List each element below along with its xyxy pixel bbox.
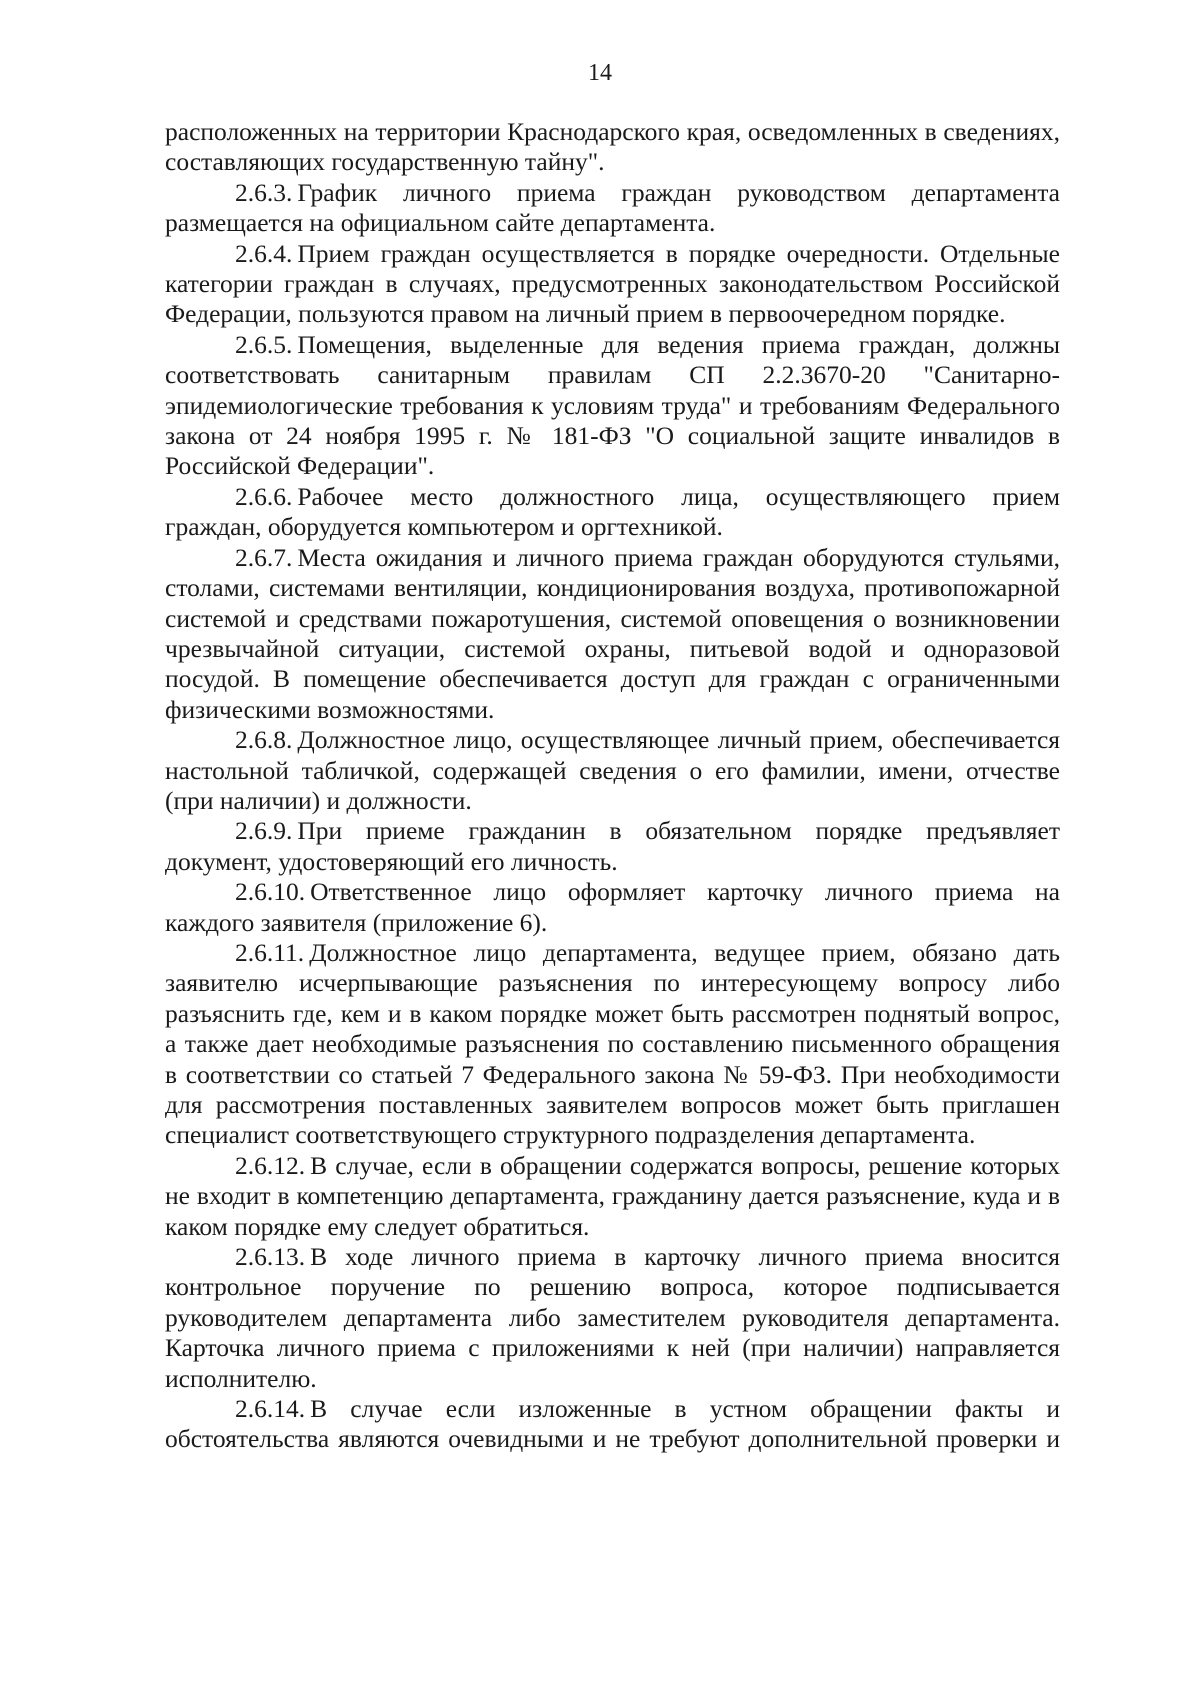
paragraph-2-6-3 [165, 178, 1060, 239]
paragraph-text: Ответственное лицо оформляет карточку личного приема на каждого заявителя (приложение 6). [165, 877, 1060, 937]
paragraph-2-6-10 [165, 877, 1060, 938]
paragraph-number: 2.6.14. [235, 1394, 306, 1424]
paragraph-number: 2.6.11. [235, 937, 305, 967]
paragraph-number: 2.6.9. [235, 816, 293, 846]
paragraph-continuation [165, 117, 1060, 178]
paragraph-number: 2.6.8. [235, 725, 293, 755]
paragraph-number: 2.6.3. [235, 177, 293, 207]
paragraph-text: График личного приема граждан руководством департамента размещается на официальном сайте департамента. [165, 177, 1060, 238]
paragraph-text: Должностное лицо, осуществляющее личный прием, обеспечивается настольной табличкой, содержащей сведения о его фамилии, имени, отчестве (при наличии) и должности. [165, 725, 1060, 815]
paragraph-2-6-9 [165, 816, 1060, 877]
paragraph-2-6-4 [165, 239, 1060, 330]
paragraph-text: Прием граждан осуществляется в порядке очередности. Отдельные категории граждан в случаях, предусмотренных законодательством Российской Федерации, пользуются правом на личный прием в первоочередном порядке. [165, 238, 1060, 329]
paragraph-2-6-8 [165, 725, 1060, 816]
paragraph-2-6-12 [165, 1151, 1060, 1242]
page-number: 14 [588, 60, 612, 86]
paragraph-number: 2.6.5. [235, 329, 293, 359]
paragraph-number: 2.6.4. [235, 238, 293, 268]
paragraph-number: 2.6.12. [235, 1150, 306, 1180]
paragraph-2-6-11 [165, 938, 1060, 1151]
paragraph-number: 2.6.6. [235, 481, 293, 511]
paragraph-text: В случае если изложенные в устном обращении факты и обстоятельства являются очевидными и не требуют дополнительной проверки и [165, 1394, 1060, 1454]
paragraph-text: Места ожидания и личного приема граждан оборудуются стульями, столами, системами вентиляции, кондиционирования воздуха, противопожарной системой и средствами пожаротушения, системой оповещения о возникновении чрезвычайной ситуации, системой охраны, питьевой водой и одноразовой посудой. В помещение обеспечивается доступ для граждан с ограниченными физическими возможностями. [165, 542, 1060, 724]
paragraph-number: 2.6.7. [235, 542, 293, 572]
paragraph-number: 2.6.13. [235, 1242, 306, 1272]
document-body [165, 117, 1060, 1455]
paragraph-text: Помещения, выделенные для ведения приема граждан, должны соответствовать санитарным правилам СП 2.2.3670-20 "Санитарно-эпидемиологические требования к условиям труда" и требованиям Федерального закона от 24 ноября 1995 г. № 181-ФЗ "О социальной защите инвалидов в Российской Федерации". [165, 329, 1060, 481]
paragraph-text: Рабочее место должностного лица, осуществляющего прием граждан, оборудуется компьютером и оргтехникой. [165, 481, 1060, 542]
paragraph-text: Должностное лицо департамента, ведущее прием, обязано дать заявителю исчерпывающие разъяснения по интересующему вопросу либо разъяснить где, кем и в каком порядке может быть рассмотрен поднятый вопрос, а также дает необходимые разъяснения по составлению письменного обращения в соответствии со статьей 7 Федерального закона № 59-ФЗ. При необходимости для рассмотрения поставленных заявителем вопросов может быть приглашен специалист соответствующего структурного подразделения департамента. [165, 937, 1060, 1150]
paragraph-text: В ходе личного приема в карточку личного приема вносится контрольное поручение по решению вопроса, которое подписывается руководителем департамента либо заместителем руководителя департамента. Карточка личного приема с приложениями к ней (при наличии) направляется исполнителю. [165, 1242, 1060, 1393]
paragraph-2-6-13 [165, 1242, 1060, 1394]
paragraph-2-6-14 [165, 1394, 1060, 1455]
paragraph-2-6-5 [165, 330, 1060, 482]
paragraph-text: В случае, если в обращении содержатся вопросы, решение которых не входит в компетенцию департамента, гражданину дается разъяснение, куда и в каком порядке ему следует обратиться. [165, 1150, 1060, 1241]
paragraph-2-6-7 [165, 543, 1060, 725]
paragraph-2-6-6 [165, 482, 1060, 543]
paragraph-text: При приеме гражданин в обязательном порядке предъявляет документ, удостоверяющий его личность. [165, 816, 1060, 876]
paragraph-number: 2.6.10. [235, 877, 306, 907]
paragraph-text: расположенных на территории Краснодарского края, осведомленных в сведениях, составляющих государственную тайну". [165, 117, 1060, 177]
